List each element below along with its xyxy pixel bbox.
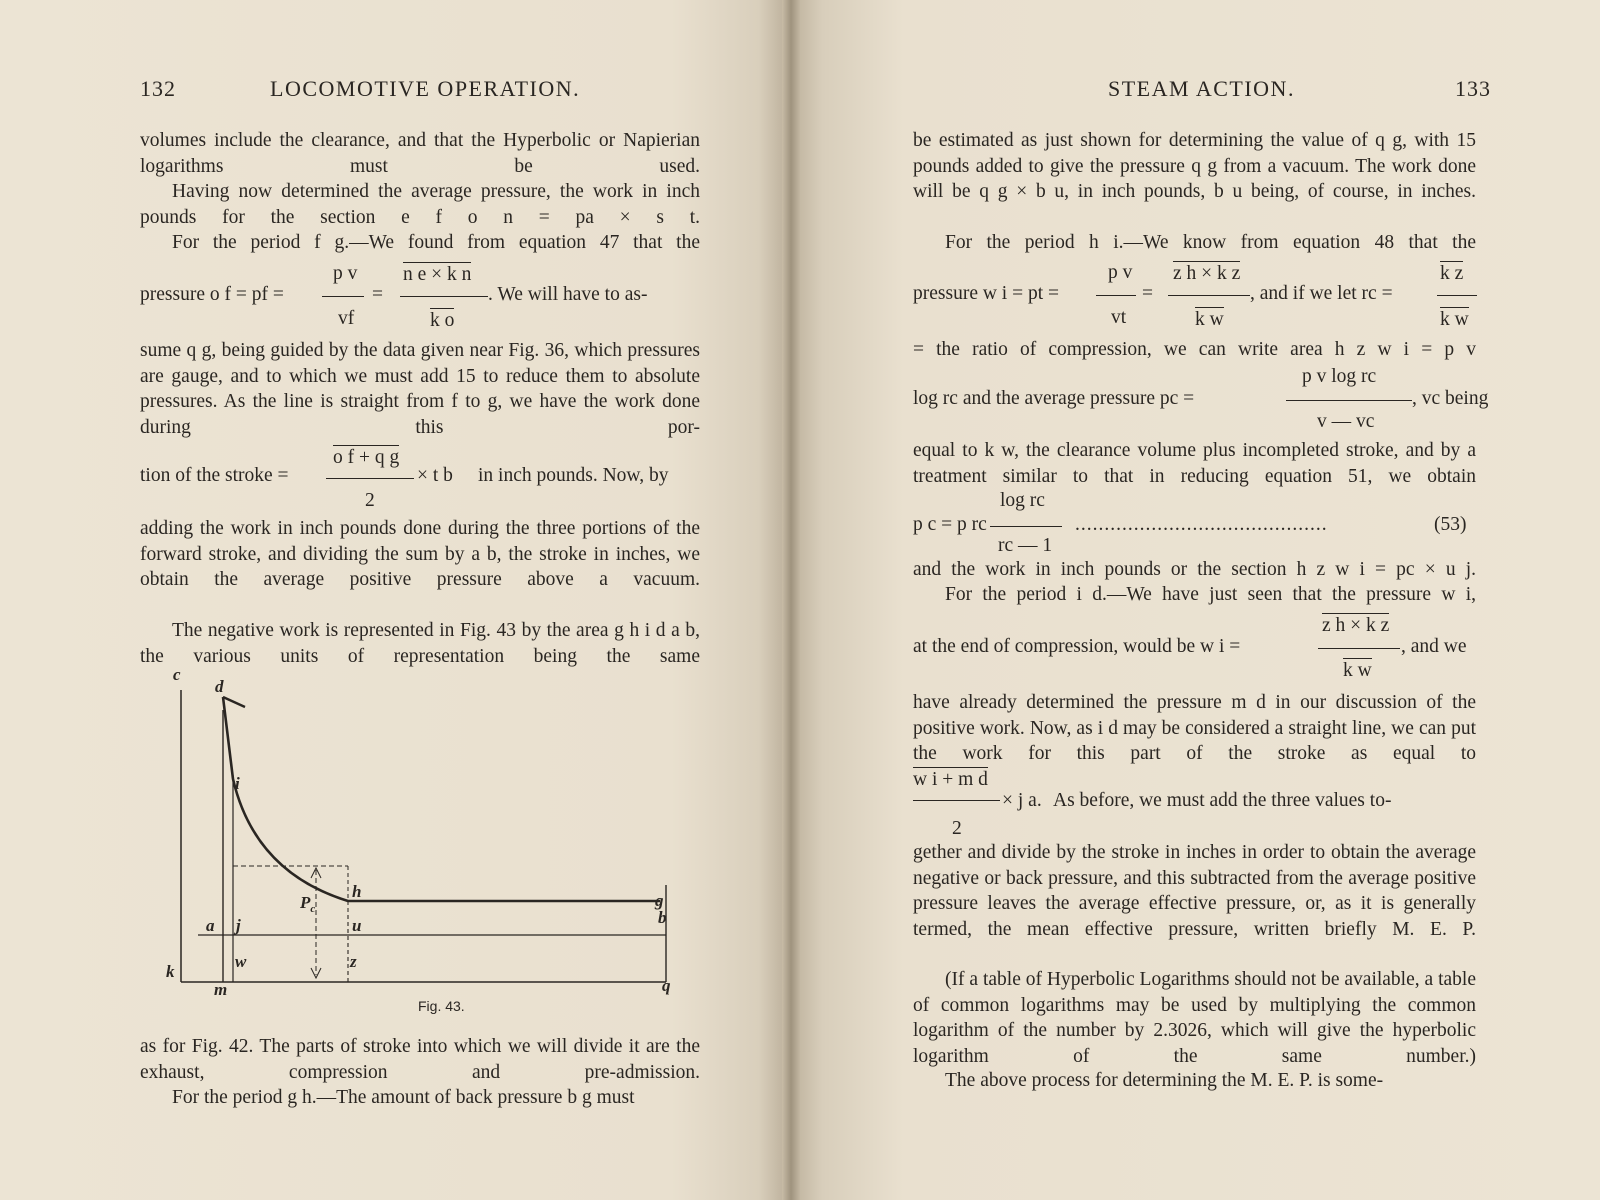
r-eq5-tail: As before, we must add the three values to-: [1053, 790, 1392, 811]
r-eq3-lead: p c = p rc: [913, 514, 987, 535]
r-eq2-bar: [1286, 400, 1412, 401]
r-eq3-bar: [990, 526, 1062, 527]
eq2-lead: tion of the stroke =: [140, 465, 289, 486]
right-running-head: STEAM ACTION.: [1108, 76, 1295, 101]
fig43-diagram: [160, 665, 690, 1005]
fig43-label-k: k: [166, 962, 175, 981]
eq1-lead: pressure o f = pf =: [140, 284, 284, 305]
fig43-label-i: i: [235, 774, 240, 793]
left-paragraph-7: as for Fig. 42. The parts of stroke into which we will divide it are the exhaust, compression and pre-admission.: [140, 1036, 700, 1083]
fig43-label-pc-sub: c: [310, 903, 316, 915]
r-eq4-den: k w: [1343, 660, 1372, 681]
fig43-admission-tick: [223, 697, 245, 707]
r-eq2-num: p v log rc: [1302, 366, 1377, 387]
fig43-label-w: w: [235, 952, 247, 971]
fig43-label-a: a: [206, 916, 215, 935]
r-eq5-mult: × j a.: [1002, 790, 1042, 811]
left-paragraph-6: The negative work is represented in Fig. 43 by the area g h i d a b, the various units of representation being the same: [140, 620, 700, 667]
right-paragraph-7: have already determined the pressure m d in our discussion of the positive work. Now, as i d may be considered a straight line, we can put the work for this part of the stroke as equal to: [913, 692, 1476, 764]
right-paragraph-3: = the ratio of compression, we can write area h z w i = p v: [913, 339, 1476, 360]
fig43-label-pc: [299, 893, 315, 915]
r-eq4-num: z h × k z: [1322, 615, 1390, 636]
fig43-label-z: z: [350, 952, 357, 971]
fig43-label-m: m: [214, 980, 228, 999]
r-eq4-tail: , and we: [1401, 636, 1467, 657]
r-eq1-bar3: [1437, 295, 1477, 296]
fig43-label-pc-main: P: [300, 893, 311, 912]
r-eq5-den: 2: [952, 818, 962, 839]
r-eq4-bar: [1318, 648, 1400, 649]
r-eq1-equals: =: [1142, 283, 1153, 304]
r-eq1-lead: pressure w i = pt =: [913, 283, 1060, 304]
r-eq3-den: rc — 1: [998, 535, 1053, 556]
r-eq1-mid: , and if we let rc =: [1250, 283, 1393, 304]
fig43-label-q: q: [662, 976, 671, 995]
r-eq1-den3: k w: [1440, 309, 1469, 330]
r-eq1-bar1: [1096, 295, 1136, 296]
fig43-label-u: u: [352, 916, 362, 935]
fig43-label-h: h: [352, 882, 362, 901]
eq1-num1: p v: [333, 263, 358, 284]
r-eq3-num: log rc: [1000, 490, 1045, 511]
eq1-den1: vf: [338, 308, 355, 329]
eq1-den2: k o: [430, 310, 455, 331]
fig43-label-j: j: [236, 916, 241, 935]
right-page-number: 133: [1455, 76, 1491, 101]
eq2-bar: [326, 478, 414, 479]
left-paragraph-8: For the period g h.—The amount of back pressure b g must: [172, 1087, 635, 1108]
eq1-bar2: [400, 296, 488, 297]
eq1-num2: n e × k n: [403, 264, 472, 285]
right-paragraph-4: equal to k w, the clearance volume plus incompleted stroke, and by a treatment similar to that in reducing equation 51, we obtain: [913, 440, 1476, 487]
fig43-label-d: d: [215, 677, 224, 696]
r-eq1-den1: vt: [1111, 307, 1127, 328]
r-eq5-bar: [913, 800, 1000, 801]
r-eq2-den: v — vc: [1317, 411, 1375, 432]
eq1-bar1: [322, 296, 364, 297]
book-gutter: [782, 0, 800, 1200]
right-paragraph-1: be estimated as just shown for determining the value of q g, with 15 pounds added to give the pressure q g from a vacuum. The work done will be q g × b u, in inch pounds, b u being, of course, in inches.: [913, 130, 1476, 202]
r-eq3-dots: ...........................................: [1075, 514, 1328, 535]
eq1-equals: =: [372, 284, 383, 305]
left-paragraph-4: sume q g, being guided by the data given near Fig. 36, which pressures are gauge, and to which we must add 15 to reduce them to absolute pressures. As the line is straight from f to g, we have the work done during this por-: [140, 340, 700, 438]
fig43-label-g: g: [655, 891, 664, 910]
eq2-den: 2: [365, 490, 375, 511]
r-eq1-bar2: [1168, 295, 1250, 296]
right-paragraph-5: and the work in inch pounds or the section h z w i = pc × u j.: [913, 559, 1476, 580]
r-eq1-num1: p v: [1108, 262, 1133, 283]
r-eq1-den2: k w: [1195, 309, 1224, 330]
fig43-back-pressure-curve: [223, 697, 660, 901]
right-paragraph-10: The above process for determining the M. E. P. is some-: [945, 1070, 1384, 1091]
left-running-head: LOCOMOTIVE OPERATION.: [270, 76, 581, 101]
eq2-tail: in inch pounds. Now, by: [478, 465, 669, 486]
r-eq4-lead: at the end of compression, would be w i =: [913, 636, 1241, 657]
right-paragraph-2: For the period h i.—We know from equation 48 that the: [945, 232, 1476, 253]
r-eq1-num3: k z: [1440, 263, 1464, 284]
fig43-label-c: c: [173, 665, 181, 684]
left-paragraph-5: adding the work in inch pounds done during the three portions of the forward stroke, and dividing the sum by a b, the stroke in inches, we obtain the average positive pressure above a vacuum.: [140, 518, 700, 590]
right-paragraph-6: For the period i d.—We have just seen that the pressure w i,: [945, 584, 1476, 605]
r-eq1-num2: z h × k z: [1173, 263, 1241, 284]
left-paragraph-3: For the period f g.—We found from equation 47 that the: [172, 232, 700, 253]
r-eq2-lead: log rc and the average pressure pc =: [913, 388, 1195, 409]
left-page: [0, 0, 790, 1200]
right-page: [790, 0, 1600, 1200]
right-paragraph-9: (If a table of Hyperbolic Logarithms should not be available, a table of common logarithms may be used by multiplying the common logarithm of the number by 2.3026, which will give the hyperbolic logarithm of the same number.): [913, 969, 1476, 1067]
eq2-num: o f + q g: [333, 447, 400, 468]
fig43-caption: Fig. 43.: [418, 998, 465, 1014]
r-eq5-num: w i + m d: [913, 769, 988, 790]
fig43-label-b: b: [658, 908, 667, 927]
eq2-mult: × t b: [417, 465, 453, 486]
r-eq2-tail: , vc being: [1412, 388, 1489, 409]
left-paragraph-2: Having now determined the average pressure, the work in inch pounds for the section e f o n = pa × s t.: [140, 181, 700, 228]
left-page-number: 132: [140, 76, 176, 101]
r-eq3-number: (53): [1434, 514, 1467, 535]
right-paragraph-8: gether and divide by the stroke in inches in order to obtain the average negative or back pressure, and this subtracted from the average positive pressure leaves the average effective pressure, or, as it is generally termed, the mean effective pressure, written briefly M. E. P.: [913, 842, 1476, 940]
eq1-tail: . We will have to as-: [488, 284, 648, 305]
left-paragraph-1: volumes include the clearance, and that the Hyperbolic or Napierian logarithms must be used.: [140, 130, 700, 177]
